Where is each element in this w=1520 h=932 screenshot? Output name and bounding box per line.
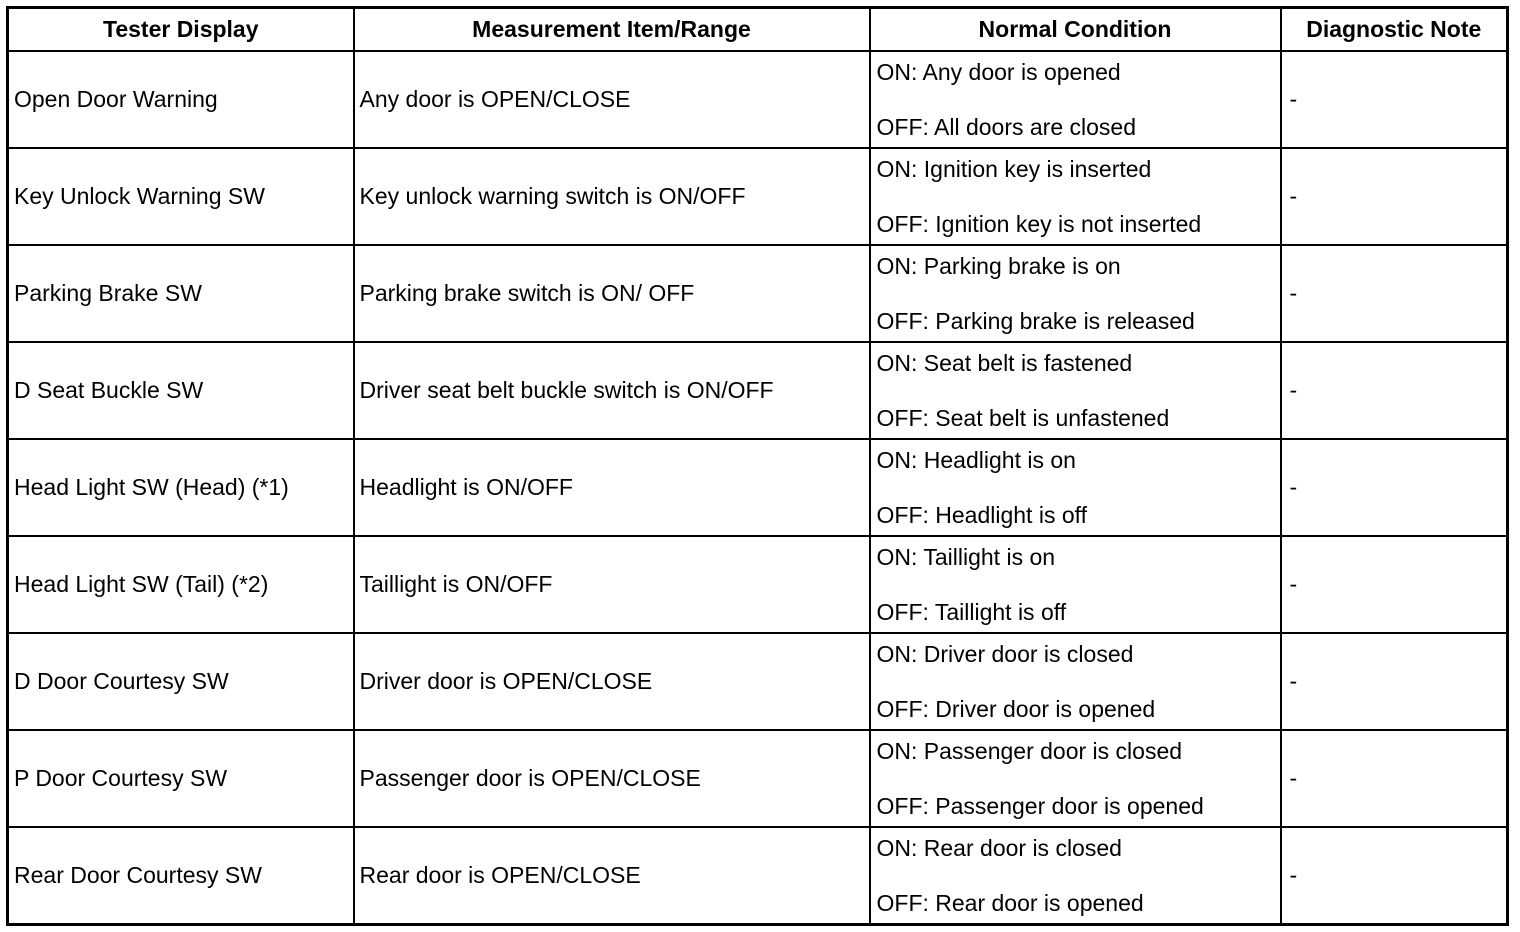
condition-on-text: ON: Any door is opened: [876, 59, 1121, 86]
cell-measurement-item: Key unlock warning switch is ON/OFF: [354, 148, 870, 245]
cell-normal-condition: [870, 439, 1281, 536]
condition-off-text: OFF: Ignition key is not inserted: [876, 210, 1202, 237]
cell-measurement-item: Parking brake switch is ON/ OFF: [354, 245, 870, 342]
table-row: [8, 827, 1508, 925]
cell-measurement-item: Driver seat belt buckle switch is ON/OFF: [354, 342, 870, 439]
cell-diagnostic-note: -: [1281, 730, 1508, 827]
cell-tester-display: Parking Brake SW: [8, 245, 354, 342]
table-row: [8, 633, 1508, 730]
cell-diagnostic-note: -: [1281, 245, 1508, 342]
cell-measurement-item: Any door is OPEN/CLOSE: [354, 51, 870, 148]
cell-tester-display: P Door Courtesy SW: [8, 730, 354, 827]
table-row: [8, 439, 1508, 536]
cell-normal-condition: [870, 342, 1281, 439]
table-row: [8, 342, 1508, 439]
cell-tester-display: Open Door Warning: [8, 51, 354, 148]
condition-off-text: OFF: Taillight is off: [876, 598, 1067, 625]
data-table-container: [6, 6, 1506, 925]
condition-on-text: ON: Seat belt is fastened: [876, 350, 1133, 377]
cell-tester-display: D Door Courtesy SW: [8, 633, 354, 730]
header-tester-display: Tester Display: [8, 8, 354, 52]
cell-normal-condition: [870, 536, 1281, 633]
cell-diagnostic-note: -: [1281, 633, 1508, 730]
header-diagnostic-note: Diagnostic Note: [1281, 8, 1508, 52]
cell-tester-display: Key Unlock Warning SW: [8, 148, 354, 245]
cell-tester-display: Head Light SW (Tail) (*2): [8, 536, 354, 633]
cell-diagnostic-note: -: [1281, 827, 1508, 925]
cell-normal-condition: [870, 827, 1281, 925]
cell-measurement-item: Passenger door is OPEN/CLOSE: [354, 730, 870, 827]
condition-on-text: ON: Parking brake is on: [876, 253, 1121, 280]
cell-diagnostic-note: -: [1281, 148, 1508, 245]
header-measurement-item: Measurement Item/Range: [354, 8, 870, 52]
table-row: [8, 536, 1508, 633]
cell-diagnostic-note: -: [1281, 342, 1508, 439]
cell-diagnostic-note: -: [1281, 439, 1508, 536]
cell-measurement-item: Driver door is OPEN/CLOSE: [354, 633, 870, 730]
cell-measurement-item: Taillight is ON/OFF: [354, 536, 870, 633]
cell-measurement-item: Headlight is ON/OFF: [354, 439, 870, 536]
cell-tester-display: D Seat Buckle SW: [8, 342, 354, 439]
table-row: [8, 730, 1508, 827]
table-body: [8, 51, 1508, 925]
cell-normal-condition: [870, 730, 1281, 827]
cell-normal-condition: [870, 51, 1281, 148]
condition-off-text: OFF: All doors are closed: [876, 113, 1136, 140]
condition-on-text: ON: Passenger door is closed: [876, 738, 1183, 765]
condition-off-text: OFF: Passenger door is opened: [876, 792, 1204, 819]
condition-off-text: OFF: Rear door is opened: [876, 889, 1144, 916]
cell-tester-display: Rear Door Courtesy SW: [8, 827, 354, 925]
condition-off-text: OFF: Parking brake is released: [876, 307, 1195, 334]
table-row: [8, 245, 1508, 342]
cell-measurement-item: Rear door is OPEN/CLOSE: [354, 827, 870, 925]
condition-off-text: OFF: Headlight is off: [876, 501, 1087, 528]
condition-on-text: ON: Rear door is closed: [876, 835, 1122, 862]
condition-off-text: OFF: Seat belt is unfastened: [876, 404, 1170, 431]
table-row: [8, 51, 1508, 148]
cell-normal-condition: [870, 245, 1281, 342]
table-row: [8, 148, 1508, 245]
condition-on-text: ON: Ignition key is inserted: [876, 156, 1152, 183]
header-row: [8, 8, 1508, 52]
condition-on-text: ON: Taillight is on: [876, 544, 1056, 571]
cell-normal-condition: [870, 633, 1281, 730]
cell-normal-condition: [870, 148, 1281, 245]
data-list-table: [6, 6, 1509, 926]
cell-tester-display: Head Light SW (Head) (*1): [8, 439, 354, 536]
cell-diagnostic-note: -: [1281, 536, 1508, 633]
header-normal-condition: Normal Condition: [870, 8, 1281, 52]
condition-on-text: ON: Headlight is on: [876, 447, 1076, 474]
condition-off-text: OFF: Driver door is opened: [876, 695, 1156, 722]
condition-on-text: ON: Driver door is closed: [876, 641, 1134, 668]
cell-diagnostic-note: -: [1281, 51, 1508, 148]
